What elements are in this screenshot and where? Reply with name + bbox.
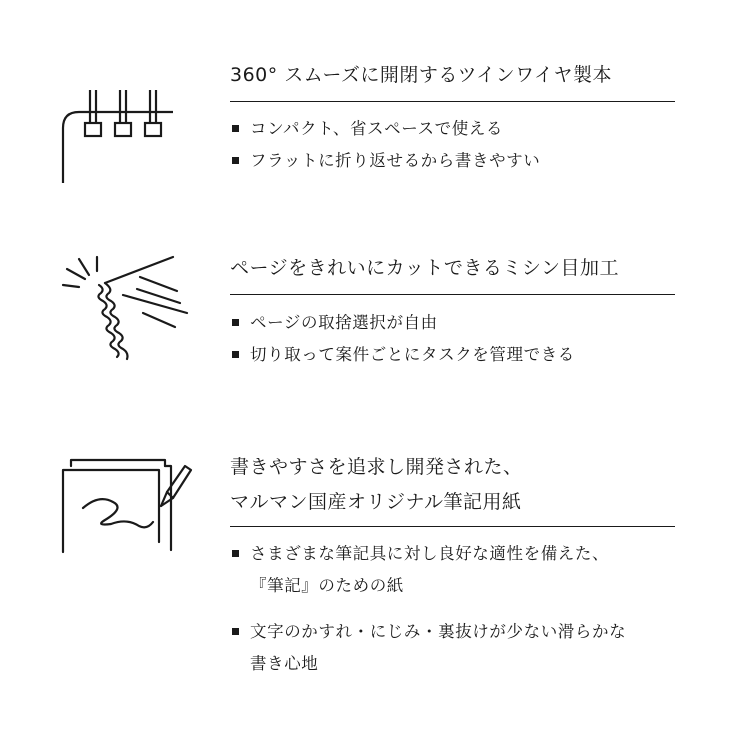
- feature-heading: 360° スムーズに開閉するツインワイヤ製本: [230, 64, 613, 86]
- feature-bullets: [230, 113, 680, 177]
- feature-heading: ページをきれいにカットできるミシン目加工: [230, 257, 619, 279]
- paper-and-pen-icon: [55, 452, 195, 557]
- list-item: 切り取って案件ごとにタスクを管理できる: [230, 339, 680, 371]
- divider: [230, 526, 675, 527]
- feature-heading: [230, 450, 675, 520]
- twin-wire-binding-icon: [55, 88, 185, 188]
- perforated-page-tear-icon: [55, 255, 190, 360]
- divider: [230, 294, 675, 295]
- feature-heading-line1: 書きやすさを追求し開発された、: [230, 456, 523, 478]
- feature-bullets: [230, 307, 680, 371]
- list-item: コンパクト、省スペースで使える: [230, 113, 680, 145]
- list-item: 文字のかすれ・にじみ・裏抜けが少ない滑らかな 書き心地: [230, 616, 680, 680]
- list-item: フラットに折り返せるから書きやすい: [230, 145, 680, 177]
- list-item: さまざまな筆記具に対し良好な適性を備えた、 『筆記』のための紙: [230, 538, 680, 602]
- feature-bullets: [230, 538, 680, 680]
- list-item: ページの取捨選択が自由: [230, 307, 680, 339]
- divider: [230, 101, 675, 102]
- feature-heading-line2: マルマン国産オリジナル筆記用紙: [230, 491, 522, 513]
